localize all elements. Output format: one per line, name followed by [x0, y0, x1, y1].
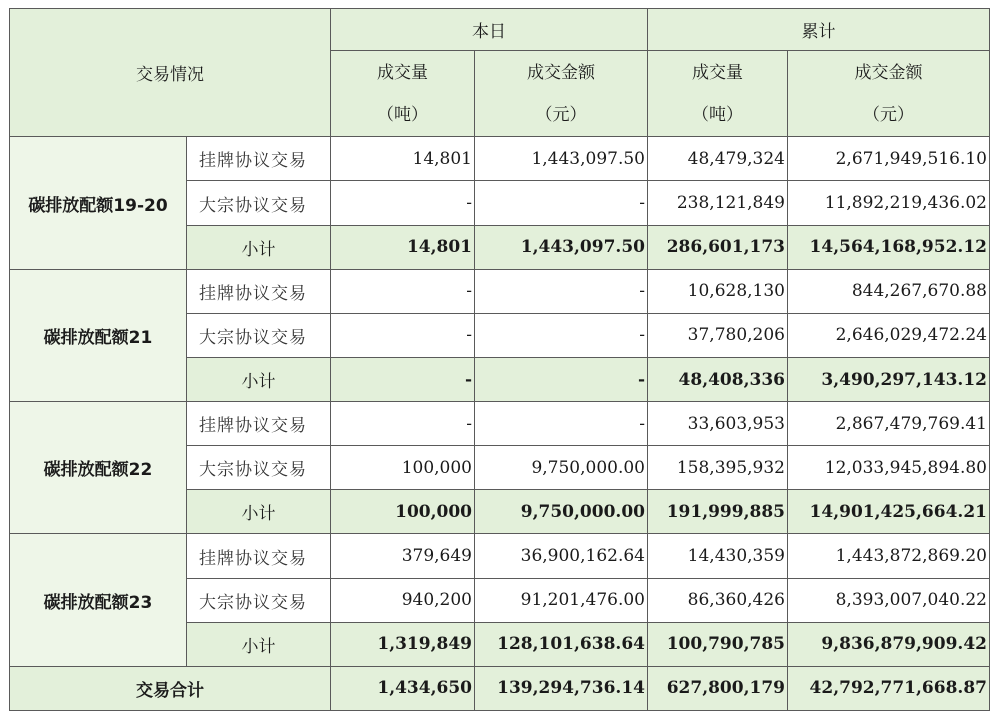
subtotal-label: 小计: [187, 357, 331, 401]
trade-table: [9, 8, 990, 711]
today-volume: 100,000: [331, 490, 475, 534]
total-row: [10, 666, 990, 710]
cum-amount: 844,267,670.88: [788, 269, 990, 313]
table-row: [10, 137, 990, 181]
cum-volume: 286,601,173: [648, 225, 788, 269]
total-today-volume: 1,434,650: [331, 666, 475, 710]
group-name: 碳排放配额21: [10, 269, 187, 401]
row-label: 大宗协议交易: [187, 578, 331, 622]
row-label: 大宗协议交易: [187, 181, 331, 225]
cum-amount: 12,033,945,894.80: [788, 446, 990, 490]
cum-volume: 191,999,885: [648, 490, 788, 534]
total-cum-amount: 42,792,771,668.87: [788, 666, 990, 710]
header-today: 本日: [331, 9, 648, 51]
cum-volume: 48,408,336: [648, 357, 788, 401]
cum-volume: 14,430,359: [648, 534, 788, 578]
today-amount: -: [475, 402, 648, 446]
today-amount: 1,443,097.50: [475, 137, 648, 181]
header-cum-volume: 成交量 （吨）: [648, 51, 788, 137]
subtotal-label: 小计: [187, 225, 331, 269]
today-amount: 1,443,097.50: [475, 225, 648, 269]
today-volume: 14,801: [331, 225, 475, 269]
cum-amount: 14,564,168,952.12: [788, 225, 990, 269]
today-volume: 100,000: [331, 446, 475, 490]
row-label: 挂牌协议交易: [187, 534, 331, 578]
today-volume: 14,801: [331, 137, 475, 181]
header-cumulative: 累计: [648, 9, 990, 51]
today-amount: -: [475, 313, 648, 357]
today-volume: -: [331, 357, 475, 401]
today-volume: 940,200: [331, 578, 475, 622]
today-amount: -: [475, 181, 648, 225]
cum-amount: 3,490,297,143.12: [788, 357, 990, 401]
today-volume: 379,649: [331, 534, 475, 578]
cum-volume: 100,790,785: [648, 622, 788, 666]
cum-amount: 14,901,425,664.21: [788, 490, 990, 534]
header-today-volume: 成交量 （吨）: [331, 51, 475, 137]
cum-amount: 1,443,872,869.20: [788, 534, 990, 578]
today-amount: -: [475, 269, 648, 313]
today-amount: 36,900,162.64: [475, 534, 648, 578]
subtotal-label: 小计: [187, 622, 331, 666]
today-volume: -: [331, 313, 475, 357]
today-amount: 91,201,476.00: [475, 578, 648, 622]
row-label: 挂牌协议交易: [187, 269, 331, 313]
cum-volume: 37,780,206: [648, 313, 788, 357]
header-today-amount: 成交金额 （元）: [475, 51, 648, 137]
today-volume: 1,319,849: [331, 622, 475, 666]
group-name: 碳排放配额23: [10, 534, 187, 666]
cum-amount: 9,836,879,909.42: [788, 622, 990, 666]
today-volume: -: [331, 402, 475, 446]
group-name: 碳排放配额19-20: [10, 137, 187, 269]
row-label: 大宗协议交易: [187, 313, 331, 357]
header-trade-situation: 交易情况: [10, 9, 331, 137]
total-label: 交易合计: [10, 666, 331, 710]
subtotal-label: 小计: [187, 490, 331, 534]
cum-volume: 10,628,130: [648, 269, 788, 313]
cum-volume: 86,360,426: [648, 578, 788, 622]
cum-volume: 33,603,953: [648, 402, 788, 446]
table-row: [10, 534, 990, 578]
today-amount: 128,101,638.64: [475, 622, 648, 666]
cum-amount: 11,892,219,436.02: [788, 181, 990, 225]
row-label: 大宗协议交易: [187, 446, 331, 490]
total-today-amount: 139,294,736.14: [475, 666, 648, 710]
table-row: [10, 402, 990, 446]
header-cum-amount: 成交金额 （元）: [788, 51, 990, 137]
table-row: [10, 269, 990, 313]
group-name: 碳排放配额22: [10, 402, 187, 534]
cum-volume: 238,121,849: [648, 181, 788, 225]
today-volume: -: [331, 269, 475, 313]
total-cum-volume: 627,800,179: [648, 666, 788, 710]
cum-volume: 48,479,324: [648, 137, 788, 181]
cum-volume: 158,395,932: [648, 446, 788, 490]
row-label: 挂牌协议交易: [187, 402, 331, 446]
cum-amount: 8,393,007,040.22: [788, 578, 990, 622]
cum-amount: 2,646,029,472.24: [788, 313, 990, 357]
cum-amount: 2,867,479,769.41: [788, 402, 990, 446]
today-amount: 9,750,000.00: [475, 490, 648, 534]
today-amount: -: [475, 357, 648, 401]
cum-amount: 2,671,949,516.10: [788, 137, 990, 181]
row-label: 挂牌协议交易: [187, 137, 331, 181]
today-amount: 9,750,000.00: [475, 446, 648, 490]
today-volume: -: [331, 181, 475, 225]
